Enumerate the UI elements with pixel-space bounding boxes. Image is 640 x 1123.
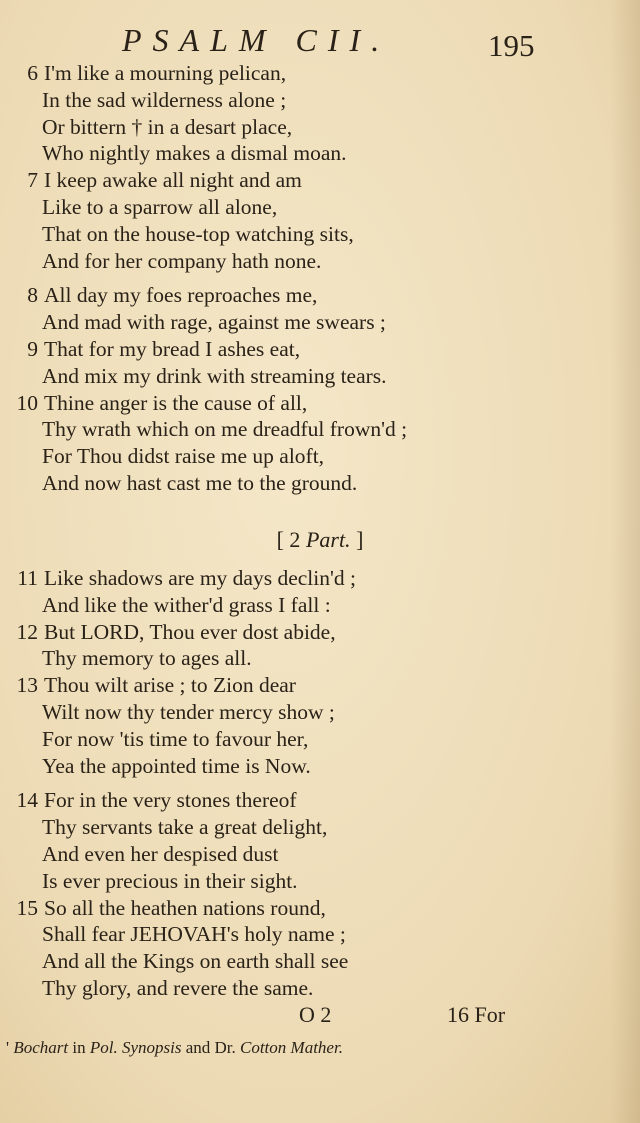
verse-line: 15 So all the heathen nations round,	[0, 895, 640, 922]
signature-mark: O 2	[299, 1002, 332, 1027]
verse-line: And all the Kings on earth shall see	[42, 949, 349, 974]
page-header	[0, 22, 640, 62]
verse-line: Thy wrath which on me dreadful frown'd ;	[42, 417, 408, 442]
verse-number: 10	[16, 390, 38, 415]
verse-line: Thy glory, and revere the same.	[42, 975, 314, 1000]
verse-line: And mix my drink with streaming tears.	[42, 363, 387, 388]
verse-line: Shall fear JEHOVAH's holy name ;	[42, 922, 346, 947]
verse-line: 6 I'm like a mourning pelican,	[0, 60, 640, 87]
verse-line: And for her company hath none.	[42, 248, 322, 273]
verse-number: 13	[16, 673, 38, 698]
verse-number: 7	[27, 168, 38, 193]
verse-number: 6	[27, 61, 38, 85]
verse-number: 9	[27, 336, 38, 361]
catchword: 16 For	[447, 1002, 506, 1027]
verse-line: 11 Like shadows are my days declin'd ;	[0, 565, 640, 592]
running-title: PSALM CII.	[122, 22, 391, 58]
verse-line: 12 But LORD, Thou ever dost abide,	[0, 619, 640, 646]
verse-line: 8 All day my foes reproaches me,	[0, 282, 640, 309]
verse-line: In the sad wilderness alone ;	[42, 87, 287, 112]
verse-line: 7 I keep awake all night and am	[0, 167, 640, 194]
verse-line: Like to a sparrow all alone,	[42, 194, 278, 219]
verse-line: Who nightly makes a dismal moan.	[42, 141, 347, 166]
verse-line: Yea the appointed time is Now.	[42, 753, 311, 778]
verse-line: Thy memory to ages all.	[42, 646, 252, 671]
verse-line: For now 'tis time to favour her,	[42, 726, 309, 751]
page-number: 195	[488, 28, 535, 63]
verse-number: 15	[16, 895, 38, 920]
verse-line: 14 For in the very stones thereof	[0, 787, 640, 814]
verse-line: Is ever precious in their sight.	[42, 868, 298, 893]
part-heading: [ 2 Part. ]	[276, 527, 364, 552]
verse-line: And like the wither'd grass I fall :	[42, 592, 331, 617]
verse-line: And mad with rage, against me swears ;	[42, 310, 386, 335]
verse-line: Thy servants take a great delight,	[42, 815, 328, 840]
verse-line: 13 Thou wilt arise ; to Zion dear	[0, 672, 640, 699]
verses-part-2	[0, 565, 640, 1002]
verse-line: 10 Thine anger is the cause of all,	[0, 390, 640, 417]
verse-line: Or bittern † in a desart place,	[42, 114, 293, 139]
verse-line: For Thou didst raise me up aloft,	[42, 444, 325, 469]
verse-line: That on the house-top watching sits,	[42, 221, 354, 246]
verse-number: 14	[16, 788, 38, 813]
verse-number: 12	[16, 619, 38, 644]
verse-line: 9 That for my bread I ashes eat,	[0, 336, 640, 363]
verse-number: 11	[17, 566, 38, 590]
verse-line: Wilt now thy tender mercy show ;	[42, 699, 335, 724]
verse-line: And even her despised dust	[42, 841, 279, 866]
verse-line: And now hast cast me to the ground.	[42, 470, 358, 495]
verse-number: 8	[27, 283, 38, 308]
footnote: ' Bochart in Pol. Synopsis and Dr. Cotton Mather.	[6, 1038, 343, 1057]
verses-part-1	[0, 60, 640, 497]
